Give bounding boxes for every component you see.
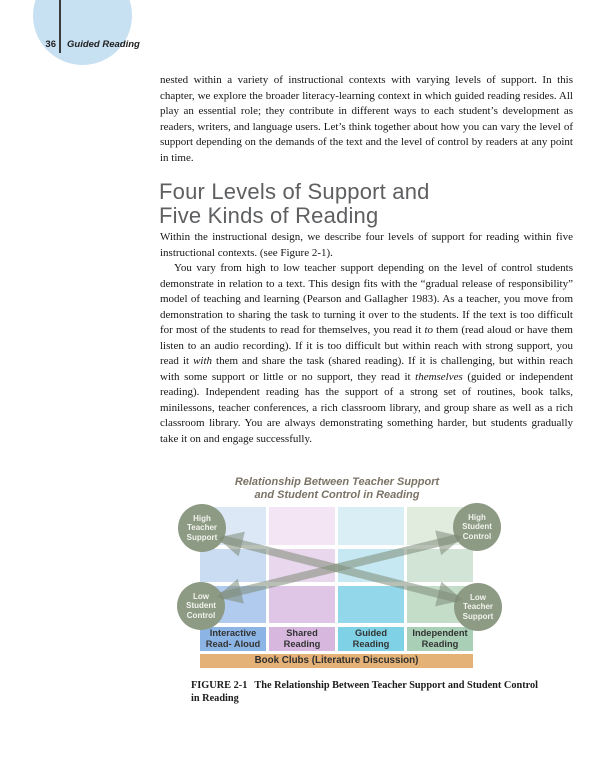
figure-column-label-line: Interactive: [209, 628, 257, 639]
figure-cell: [407, 549, 473, 582]
figure-column-label: [338, 627, 404, 651]
paragraph-design: Within the instructional design, we describe four levels of support for reading within five instructional contexts. (see Figure 2-1).: [160, 231, 573, 259]
text-run: them (read aloud or have them listen to an audio recording). If it is too difficult but within reach with strong support, you read it: [160, 324, 573, 368]
badge-high-student-control: [453, 503, 501, 551]
figure-grid: [200, 507, 473, 651]
paragraph-intro: nested within a variety of instructional contexts with varying levels of support. In this chapter, we explore the broader literacy-learning context in which guided reading resides. All play an essential role; they contribute in different ways to each student’s development as readers, writers, and language users. Let’s think together about how you can vary the level of support depending on the demands of the text and the level of control by readers at any point in time.: [160, 74, 573, 164]
badge-label-line: Student: [186, 601, 216, 611]
text-run: (guided or independent reading). Independent reading has the support of a strong set of routines, book talks, minilessons, teacher conferences, a rich classroom library, and group share as well as a rich classroom library. You are always demonstrating something harder, but students gradually take it on and engage successfully.: [160, 370, 573, 446]
figure-bottom-bar: Book Clubs (Literature Discussion): [200, 654, 473, 668]
section-heading-line2: Five Kinds of Reading: [159, 202, 379, 228]
figure-column-label-line: Reading: [352, 639, 390, 649]
figure-cell: [338, 549, 404, 582]
figure-column-3: [338, 507, 404, 651]
text-run: You vary from high to low teacher support depending on the level of control students demonstrate in relation to a text. This design fits with the “gradual release of responsibility” model of teaching and learning (Pearson and Gallagher 1983). As a teacher, you move from demonstration to sharing the task to turning it over to the students. If the text is too difficult for most of the students to read for themselves, you read it: [160, 262, 573, 337]
figure-title: [160, 476, 514, 502]
figure-column-label-line: Guided: [354, 628, 388, 639]
badge-label-line: Control: [186, 610, 216, 620]
figure-column-label: [269, 627, 335, 651]
figure-cell: [269, 549, 335, 582]
paragraph-gradual-release: [160, 261, 573, 448]
badge-label-line: Teacher: [462, 602, 494, 612]
badge-label-line: Student: [462, 522, 492, 532]
figure-column-label-line: Read- Aloud: [205, 639, 261, 649]
badge-low-teacher-support: [454, 583, 502, 631]
badge-label-line: Support: [186, 532, 218, 542]
figure-caption-label: FIGURE 2-1: [191, 680, 248, 691]
figure-column-label-line: Reading: [421, 639, 459, 649]
section-heading-line1: Four Levels of Support and: [159, 179, 430, 204]
figure-cell: [200, 549, 266, 582]
header-decoration-circle: [33, 0, 132, 65]
figure-cell: [269, 586, 335, 623]
badge-high-teacher-support: [178, 504, 226, 552]
text-run: them and share the task (shared reading). If it is challenging, but within reach with some support or little or no support, they read it: [160, 355, 573, 383]
figure-cell: [269, 507, 335, 545]
badge-label-line: High: [468, 512, 486, 522]
badge-label-line: High: [193, 513, 211, 523]
emphasized-word: themselves: [415, 370, 463, 383]
figure-title-line2: and Student Control in Reading: [254, 489, 420, 501]
emphasized-word: with: [193, 355, 213, 368]
page-number: 36: [45, 39, 56, 50]
badge-low-student-control: [177, 582, 225, 630]
figure-cell: [338, 586, 404, 623]
figure-column-label: [200, 627, 266, 651]
figure-caption-text: The Relationship Between Teacher Support and Student Control in Reading: [191, 680, 539, 704]
section-heading: [159, 180, 430, 227]
badge-label-line: Low: [470, 592, 486, 602]
badge-label-line: Control: [462, 531, 492, 541]
figure-title-line1: Relationship Between Teacher Support: [234, 476, 440, 488]
figure-cell: [338, 507, 404, 545]
badge-label-line: Support: [462, 611, 494, 621]
figure-column-label: [407, 627, 473, 651]
figure-column-label-line: Reading: [283, 639, 321, 649]
figure-column-label-line: Shared: [286, 628, 318, 639]
figure-column-label-line: Independent: [412, 628, 468, 639]
header-divider-line: [59, 0, 61, 53]
emphasized-word: to: [424, 324, 433, 337]
figure-caption: [191, 679, 541, 705]
running-head-book-title: Guided Reading: [67, 39, 140, 50]
badge-label-line: Low: [193, 591, 209, 601]
figure-column-2: [269, 507, 335, 651]
badge-label-line: Teacher: [186, 523, 218, 533]
